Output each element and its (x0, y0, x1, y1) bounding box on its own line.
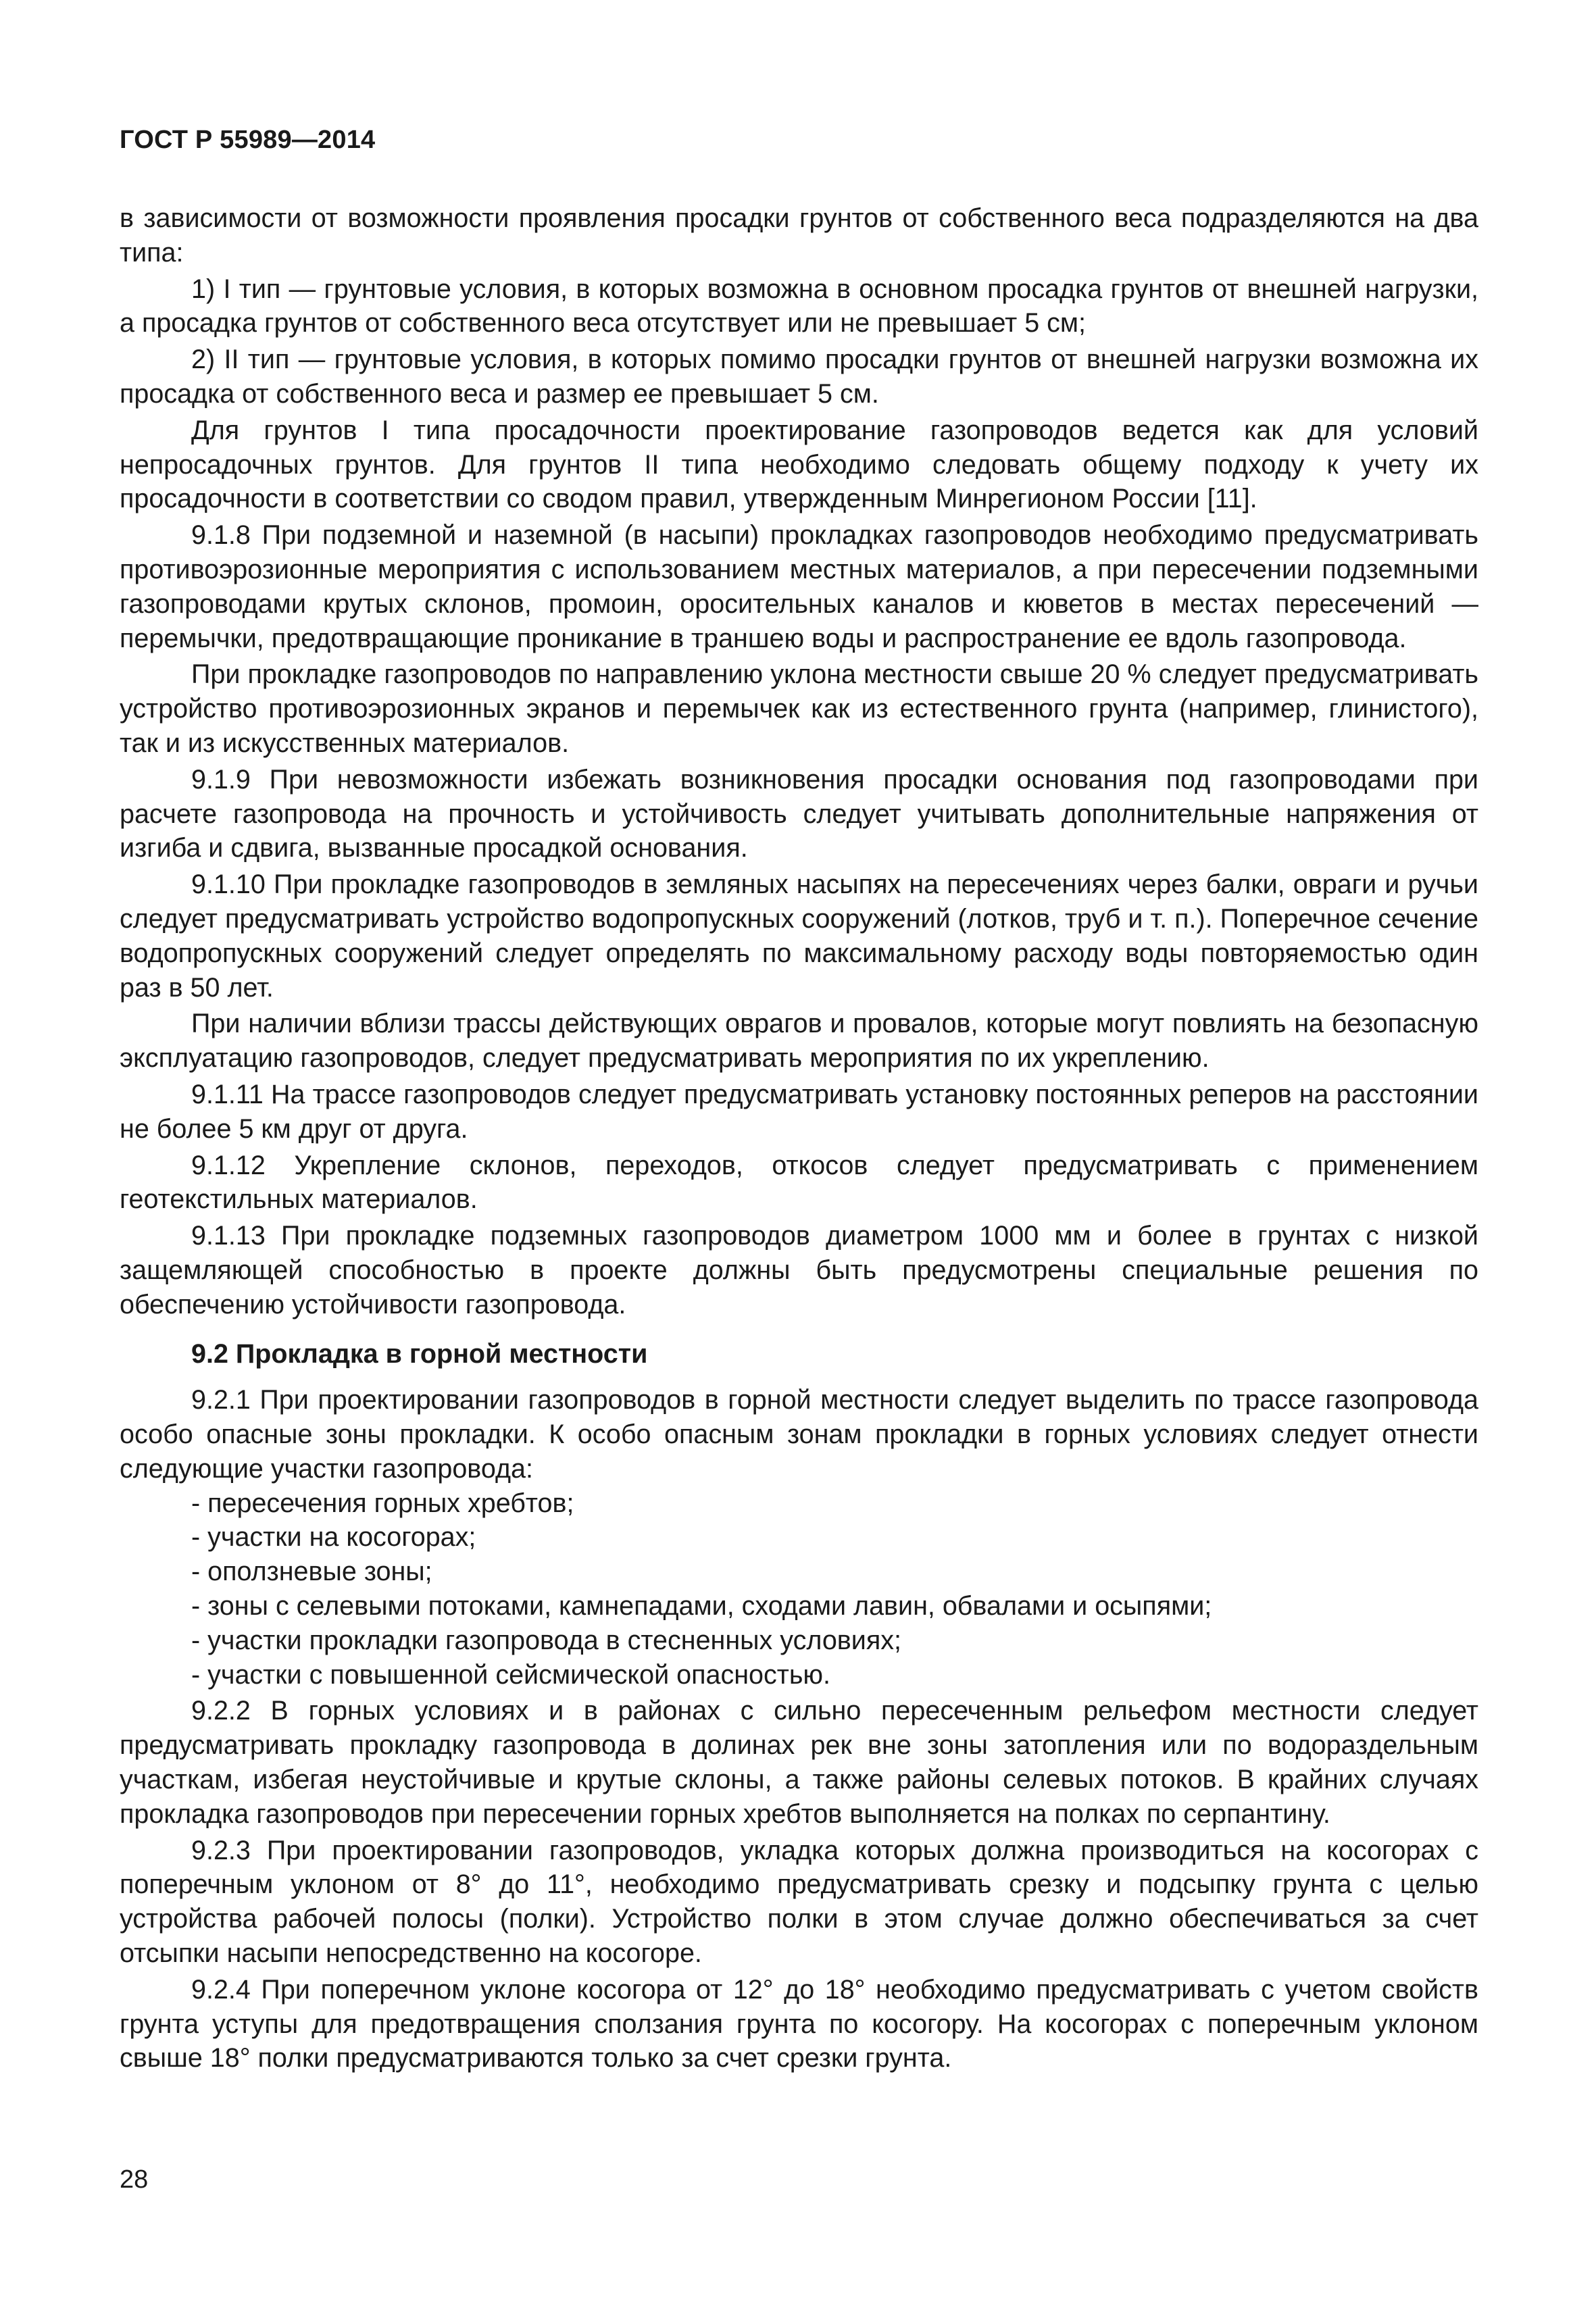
paragraph-type-2: 2) II тип — грунтовые условия, в которых помимо просадки грунтов от внешней нагрузки возможна их просадка от собственного веса и размер ее превышает 5 см. (120, 345, 1478, 409)
paragraph-9-2-4: 9.2.4 При поперечном уклоне косогора от 12° до 18° необходимо предусматривать с учетом свойств грунта уступы для предотвращения сползания грунта по косогору. На косогорах с поперечным уклоном свыше 18° полки предусматриваются только за счет срезки грунта. (120, 1974, 1478, 2073)
paragraph-9-2-1: 9.2.1 При проектировании газопроводов в горной местности следует выделить по трассе газопровода особо опасные зоны прокладки. К особо опасным зонам прокладки в горных условиях следует отнести следующие участки газопровода: (120, 1385, 1478, 1484)
paragraph-type-1: 1) I тип — грунтовые условия, в которых возможна в основном просадка грунтов от внешней нагрузки, а просадка грунтов от собственного веса отсутствует или не превышает 5 см; (120, 274, 1478, 338)
paragraph-9-2-2: 9.2.2 В горных условиях и в районах с сильно пересеченным рельефом местности следует предусматривать прокладку газопровода в долинах рек вне зоны затопления или по водораздельным участкам, избегая неустойчивые и крутые склоны, а также районы селевых потоков. В крайних случаях прокладка газопроводов при пересечении горных хребтов выполняется на полках по серпантину. (120, 1696, 1478, 1829)
list-item: - участки на косогорах; (191, 1522, 476, 1553)
list-item: - пересечения горных хребтов; (191, 1488, 574, 1518)
paragraph-9-1-10: 9.1.10 При прокладке газопроводов в земляных насыпях на пересечениях через балки, овраги и ручьи следует предусматривать устройство водопропускных сооружений (лотков, труб и т. п.). Поперечное сечение водопропускных сооружений следует определять по максимальному расходу воды повторяемостью один раз в 50 лет. (120, 870, 1478, 1003)
paragraph-9-1-9: 9.1.9 При невозможности избежать возникновения просадки основания под газопроводами при расчете газопровода на прочность и устойчивость следует учитывать дополнительные напряжения от изгиба и сдвига, вызванные просадкой основания. (120, 764, 1478, 863)
document-page (120, 0, 1478, 2314)
paragraph-9-1-8: 9.1.8 При подземной и наземной (в насыпи) прокладках газопроводов необходимо предусматривать противоэрозионные мероприятия с использованием местных материалов, а при пересечении подземными газопроводами крутых склонов, промоин, оросительных каналов и кюветов в местах пересечений — перемычки, предотвращающие проникание в траншею воды и распространение ее вдоль газопровода. (120, 520, 1478, 653)
document-header: ГОСТ Р 55989—2014 (120, 126, 376, 154)
list-item: - участки с повышенной сейсмической опасностью. (191, 1659, 830, 1690)
paragraph-soil-types: Для грунтов I типа просадочности проектирование газопроводов ведется как для условий непросадочных грунтов. Для грунтов II типа необходимо следовать общему подходу к учету их просадочности в соответствии со сводом правил, утвержденным Минрегионом России [11]. (120, 415, 1478, 514)
section-heading-9-2: 9.2 Прокладка в горной местности (191, 1338, 648, 1369)
list-item: - участки прокладки газопровода в стесненных условиях; (191, 1625, 901, 1655)
paragraph-9-1-12: 9.1.12 Укрепление склонов, переходов, откосов следует предусматривать с применением геотекстильных материалов. (120, 1150, 1478, 1215)
document-body (120, 201, 1478, 2076)
paragraph-9-2-3: 9.2.3 При проектировании газопроводов, укладка которых должна производиться на косогорах с поперечным уклоном от 8° до 11°, необходимо предусматривать срезку и подсыпку грунта с целью устройства рабочей полосы (полки). Устройство полки в этом случае должно обеспечиваться за счет отсыпки насыпи непосредственно на косогоре. (120, 1835, 1478, 1969)
page-number: 28 (120, 2165, 149, 2194)
list-item: - зоны с селевыми потоками, камнепадами, сходами лавин, обвалами и осыпями; (191, 1591, 1212, 1621)
paragraph-9-1-13: 9.1.13 При прокладке подземных газопроводов диаметром 1000 мм и более в грунтах с низкой защемляющей способностью в проекте должны быть предусмотрены специальные решения по обеспечению устойчивости газопровода. (120, 1221, 1478, 1319)
paragraph-9-1-11: 9.1.11 На трассе газопроводов следует предусматривать установку постоянных реперов на расстоянии не более 5 км друг от друга. (120, 1079, 1478, 1144)
paragraph-ravines: При наличии вблизи трассы действующих оврагов и провалов, которые могут повлиять на безопасную эксплуатацию газопроводов, следует предусматривать мероприятия по их укреплению. (120, 1009, 1478, 1074)
list-item: - оползневые зоны; (191, 1557, 432, 1587)
paragraph-intro: в зависимости от возможности проявления просадки грунтов от собственного веса подразделяются на два типа: (120, 203, 1478, 268)
paragraph-slope-20: При прокладке газопроводов по направлению уклона местности свыше 20 % следует предусматривать устройство противоэрозионных экранов и перемычек как из естественного грунта (например, глинистого), так и из искусственных материалов. (120, 659, 1478, 758)
